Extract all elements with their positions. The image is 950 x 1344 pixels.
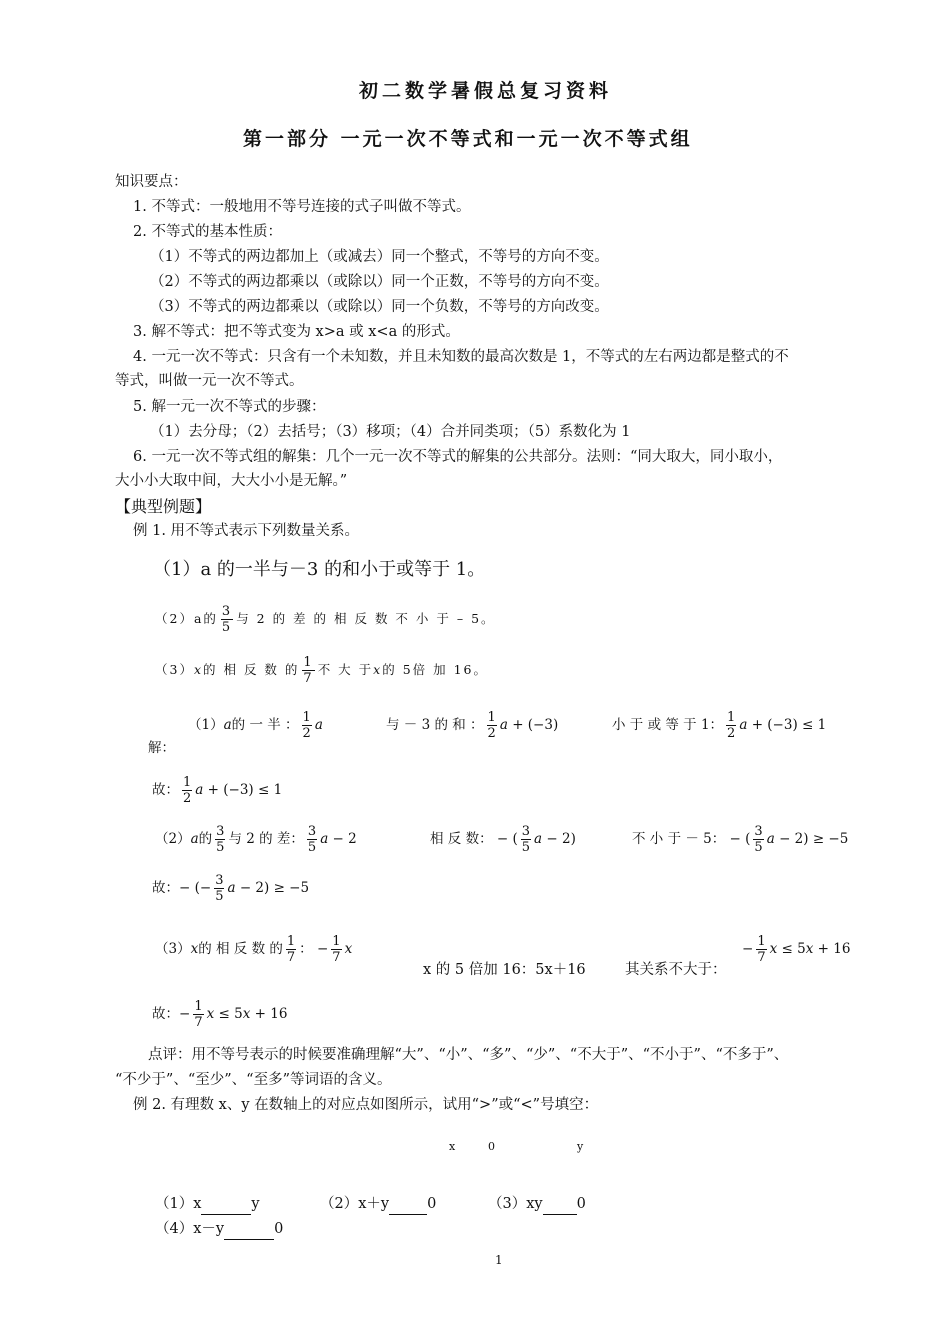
example-1-prompt: 例 1. 用不等式表示下列数量关系。: [133, 523, 360, 539]
property-3: （3）不等式的两边都乘以（或除以）同一个负数，不等号的方向改变。: [150, 299, 609, 315]
example-1-question-3: （3）x的 相 反 数 的 $\frac{1}{7}$ 不 大 于x的 5倍 加 16。: [155, 655, 488, 686]
knowledge-point-6-line2: 大小小大取中间，大大小小是无解。”: [115, 473, 348, 489]
number-line-label-x: x: [449, 1140, 456, 1153]
knowledge-point-3: 3. 解不等式：把不等式变为 x>a 或 x<a 的形式。: [133, 324, 460, 340]
solution-2-difference: （2）a的 $\frac{3}{5}$ 与 2 的 差： $\frac{3}{5}$ a − 2: [155, 824, 357, 855]
fill-blank-2: （2）x＋y 0: [320, 1194, 436, 1215]
knowledge-point-1: 1. 不等式：一般地用不等号连接的式子叫做不等式。: [133, 199, 471, 215]
knowledge-point-5: 5. 解一元一次不等式的步骤：: [133, 399, 326, 415]
knowledge-point-2: 2. 不等式的基本性质：: [133, 224, 282, 240]
examples-heading: 【典型例题】: [115, 497, 212, 516]
part-title: 第一部分 一元一次不等式和一元一次不等式组: [243, 128, 693, 150]
answer-1: 故： $\frac{1}{2}$ a + (−3) ≤ 1: [152, 775, 283, 806]
solution-label: 解：: [148, 740, 175, 756]
solution-2-inequality: 不 小 于 － 5： − ( $\frac{3}{5}$ a − 2) ≥ −5: [632, 824, 849, 855]
fill-blank-3: （3）xy 0: [488, 1194, 586, 1215]
property-1: （1）不等式的两边都加上（或减去）同一个整式，不等号的方向不变。: [150, 249, 609, 265]
knowledge-point-4-line2: 等式，叫做一元一次不等式。: [115, 373, 304, 389]
solution-1-sum: 与 － 3 的 和 ： $\frac{1}{2}$ a + (−3): [386, 710, 559, 741]
solution-3-five-times: x 的 5 倍加 16：5x＋16: [423, 962, 586, 978]
blank-1[interactable]: [201, 1194, 251, 1215]
knowledge-heading: 知识要点：: [115, 174, 188, 190]
solution-3-opposite: （3）x的 相 反 数 的 $\frac{1}{7}$ ： − $\frac{1}{7}$ x: [155, 934, 353, 965]
comment-line-1: 点评：用不等号表示的时候要准确理解“大”、“小”、“多”、“少”、“不大于”、“不小于”、“不多于”、: [148, 1047, 789, 1063]
example-1-question-2: （2）a的 $\frac{3}{5}$ 与 2 的 差 的 相 反 数 不 小 于 – 5。: [155, 604, 496, 635]
example-1-question-1: （1）a 的一半与－3 的和小于或等于 1。: [153, 559, 486, 580]
solution-2-opposite: 相 反 数： − ( $\frac{3}{5}$ a − 2): [430, 824, 576, 855]
blank-3[interactable]: [543, 1194, 577, 1215]
solution-3-relation-label: 其关系不大于：: [625, 962, 727, 978]
solving-steps: （1）去分母；（2）去括号；（3）移项；（4）合并同类项；（5）系数化为 1: [150, 424, 631, 440]
answer-3: 故：− $\frac{1}{7}$ x ≤ 5x + 16: [152, 999, 288, 1030]
document-title: 初二数学暑假总复习资料: [359, 80, 613, 102]
comment-line-2: “不少于”、“至少”、“至多”等词语的含义。: [115, 1072, 392, 1088]
fill-blank-1: （1）x y: [155, 1194, 260, 1215]
knowledge-point-4-line1: 4. 一元一次不等式：只含有一个未知数，并且未知数的最高次数是 1，不等式的左右两边都是整式的不: [133, 349, 789, 365]
property-2: （2）不等式的两边都乘以（或除以）同一个正数，不等号的方向不变。: [150, 274, 609, 290]
blank-2[interactable]: [389, 1194, 427, 1215]
solution-1-inequality: 小 于 或 等 于 1： $\frac{1}{2}$ a + (−3) ≤ 1: [612, 710, 827, 741]
knowledge-point-6-line1: 6. 一元一次不等式组的解集：几个一元一次不等式的解集的公共部分。法则：“同大取大，同小取小，: [133, 449, 783, 465]
example-2-prompt: 例 2. 有理数 x、y 在数轴上的对应点如图所示，试用“>”或“<”号填空：: [133, 1097, 599, 1113]
number-line-label-y: y: [577, 1140, 584, 1153]
blank-4[interactable]: [224, 1219, 274, 1240]
solution-3-inequality: − $\frac{1}{7}$ x ≤ 5x + 16: [742, 934, 851, 965]
solution-1-half: （1）a的 一 半 ： $\frac{1}{2}$ a: [188, 710, 323, 741]
page-number: 1: [495, 1253, 503, 1267]
fill-blank-4: （4）x－y 0: [155, 1219, 283, 1240]
answer-2: 故：− (− $\frac{3}{5}$ a − 2) ≥ −5: [152, 873, 310, 904]
number-line-label-zero: 0: [488, 1140, 495, 1153]
